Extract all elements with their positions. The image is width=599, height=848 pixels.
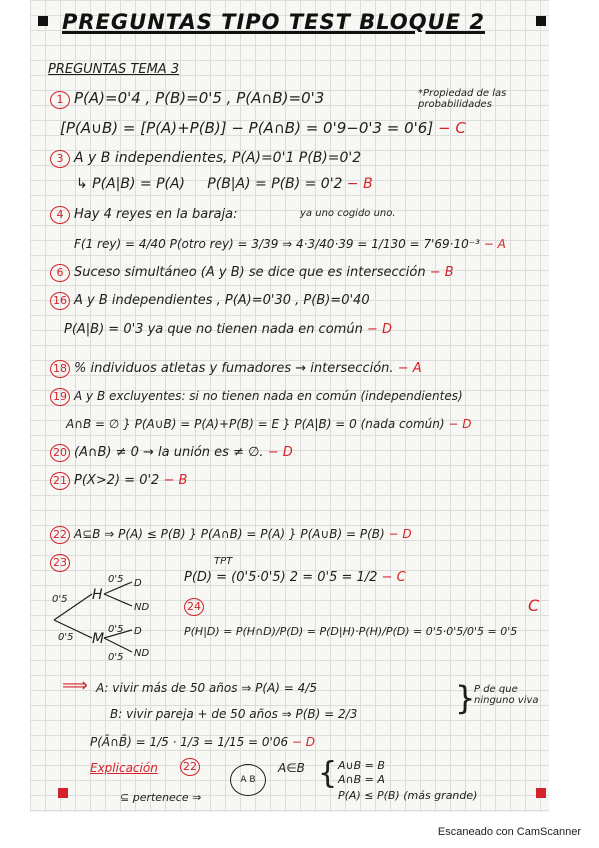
q19-line2 <box>66 416 471 432</box>
q23-formula: P(D) = (0'5·0'5) 2 = 0'5 = 1/2 <box>184 570 378 585</box>
explicacion-number: 22 <box>180 758 200 776</box>
q19-formula: A∩B = ∅ } P(A∪B) = P(A)+P(B) = E } P(A|B) = 0 (nada común) <box>66 417 445 431</box>
q6-answer: − B <box>429 265 454 280</box>
q1-line2 <box>60 120 466 136</box>
arrow-result-line <box>90 734 315 750</box>
q22-line <box>50 526 412 544</box>
tree-node-h: H <box>92 587 103 603</box>
q16-text: P(A|B) = 0'3 ya que no tienen nada en común <box>64 322 363 337</box>
tree-branch-h-nd <box>104 594 132 606</box>
q19-number: 19 <box>50 388 70 406</box>
tree-p-m: 0'5 <box>58 632 74 643</box>
q1-number: 1 <box>50 91 70 109</box>
q4-formula: F(1 rey) = 4/40 P(otro rey) = 3/39 ⇒ 4·3/40·39 = 1/130 = 7'69·10⁻³ <box>74 237 480 251</box>
q19-text: A y B excluyentes: si no tienen nada en común (independientes) <box>74 389 463 403</box>
tree-p-mnd: 0'5 <box>108 652 124 662</box>
q16-data: A y B independientes , P(A)=0'30 , P(B)=0'40 <box>74 293 370 308</box>
q16-number: 16 <box>50 292 70 310</box>
q23-answer: − C <box>381 570 406 585</box>
q18-line <box>50 360 422 378</box>
corner-marker-top-left <box>38 16 48 26</box>
q22-answer: − D <box>388 527 412 541</box>
section-subtitle: PREGUNTAS TEMA 3 <box>48 62 180 77</box>
q18-text: % individuos atletas y fumadores → intersección. <box>74 361 394 376</box>
q1-answer: − C <box>438 119 466 137</box>
q23-formula-line <box>184 570 406 586</box>
tree-node-hnd: ND <box>134 602 150 613</box>
q18-answer: − A <box>397 361 422 376</box>
q18-number: 18 <box>50 360 70 378</box>
q1-data: P(A)=0'4 , P(B)=0'5 , P(A∩B)=0'3 <box>74 89 325 107</box>
q3-data: A y B independientes, P(A)=0'1 P(B)=0'2 <box>74 150 362 166</box>
q4-line1 <box>50 206 237 224</box>
q23-tpt: TPT <box>214 556 233 567</box>
q20-text: (A∩B) ≠ 0 → la unión es ≠ ∅. <box>74 445 264 460</box>
q21-answer: − B <box>163 473 188 488</box>
q16-line2 <box>64 322 392 338</box>
corner-marker-bottom-left <box>58 788 68 798</box>
q16-answer: − D <box>366 322 392 337</box>
tree-p-h: 0'5 <box>52 594 68 605</box>
explicacion-label: Explicación <box>90 761 158 775</box>
venn-diagram-icon: A B <box>230 764 266 796</box>
q24-formula: P(H|D) = P(H∩D)/P(D) = P(D|H)·P(H)/P(D) = 0'5·0'5/0'5 = 0'5 <box>184 625 518 638</box>
explicacion-pertenece: ⊆ pertenece ⇒ <box>120 791 202 804</box>
q6-number: 6 <box>50 264 70 282</box>
explicacion-line4: P(A) ≤ P(B) (más grande) <box>338 789 478 802</box>
q4-text: Hay 4 reyes en la baraja: <box>74 207 238 222</box>
arrow-icon: ⟹ <box>62 675 88 696</box>
brace-note: P de que ninguno viva <box>474 684 539 706</box>
q22-text: A⊆B ⇒ P(A) ≤ P(B) } P(A∩B) = P(A) } P(A∪B) = P(B) <box>74 527 385 541</box>
q3-cond-b: P(B|A) = P(B) = 0'2 <box>207 176 343 192</box>
q22-number: 22 <box>50 526 70 544</box>
q3-answer: − B <box>346 176 373 192</box>
tree-node-m: M <box>92 631 105 647</box>
q23-number: 23 <box>50 554 70 572</box>
q21-number: 21 <box>50 472 70 490</box>
q19-line1 <box>50 388 463 406</box>
page-title: PREGUNTAS TIPO TEST BLOQUE 2 <box>62 10 485 34</box>
probability-tree <box>52 572 162 662</box>
q1-line1 <box>50 90 324 109</box>
q16-line1 <box>50 292 370 310</box>
brace-icon: } <box>455 679 476 717</box>
q1-formula: [P(A∪B) = [P(A)+P(B)] − P(A∩B) = 0'9−0'3 = 0'6] <box>60 119 434 137</box>
q21-line <box>50 472 187 490</box>
q24-number-line <box>184 598 208 616</box>
q3-line2 <box>76 176 373 192</box>
q3-number: 3 <box>50 150 70 168</box>
arrow-result: P(Ā∩B̄) = 1/5 · 1/3 = 1/15 = 0'06 <box>90 735 289 749</box>
q20-answer: − D <box>267 445 293 460</box>
camscanner-watermark: Escaneado con CamScanner <box>437 826 581 838</box>
explicacion-line1: A∈B <box>278 761 305 775</box>
explicacion-brace-icon: { <box>318 756 338 791</box>
arrow-answer: − D <box>291 735 316 749</box>
q3-line1 <box>50 150 361 168</box>
q6-text: Suceso simultáneo (A y B) se dice que es intersección <box>74 265 426 280</box>
q20-line <box>50 444 293 462</box>
q4-answer: − A <box>483 237 506 251</box>
q20-number: 20 <box>50 444 70 462</box>
explicacion-number-line <box>180 758 204 776</box>
q23-number-line <box>50 554 74 572</box>
q3-cond-a: ↳ P(A|B) = P(A) <box>76 176 186 192</box>
q24-answer: C <box>528 596 540 615</box>
corner-marker-bottom-right <box>536 788 546 798</box>
explicacion-line2: A∪B = B <box>338 759 385 772</box>
q21-text: P(X>2) = 0'2 <box>74 473 160 488</box>
corner-marker-top-right <box>536 16 546 26</box>
tree-p-hd: 0'5 <box>108 574 124 585</box>
q4-note: ya uno cogido uno. <box>300 208 396 219</box>
arrow-a-line: A: vivir más de 50 años ⇒ P(A) = 4/5 <box>96 681 317 695</box>
q24-number: 24 <box>184 598 204 616</box>
q1-note: *Propiedad de las probabilidades <box>418 88 507 110</box>
q19-answer: − D <box>448 417 472 431</box>
tree-node-hd: D <box>134 578 142 589</box>
tree-node-mnd: ND <box>134 648 150 659</box>
tree-p-md: 0'5 <box>108 624 124 635</box>
tree-node-md: D <box>134 626 142 637</box>
q6-line <box>50 264 454 282</box>
q4-line2 <box>74 236 506 252</box>
explicacion-line3: A∩B = A <box>338 773 385 786</box>
tree-branch-m-nd <box>104 638 132 652</box>
q4-number: 4 <box>50 206 70 224</box>
arrow-b-line: B: vivir pareja + de 50 años ⇒ P(B) = 2/3 <box>110 707 358 721</box>
